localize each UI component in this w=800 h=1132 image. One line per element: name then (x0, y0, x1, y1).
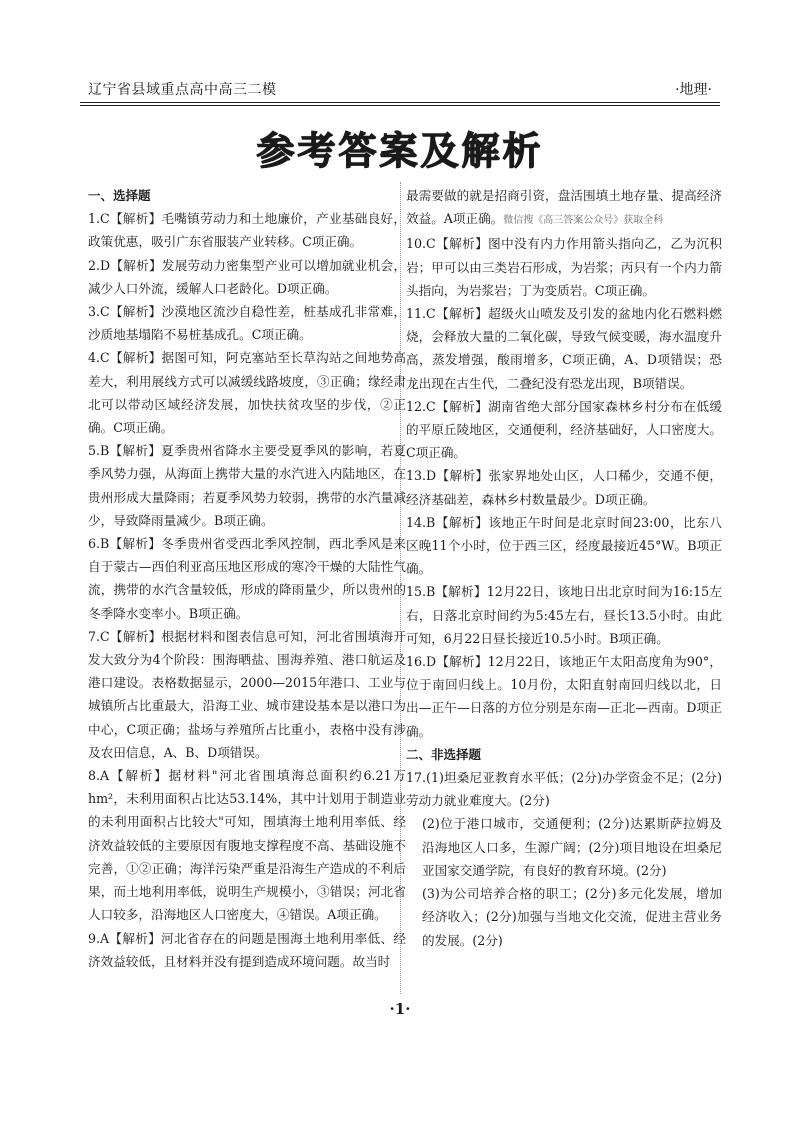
answer-16: 16.D【解析】12月22日，该地正午太阳高度角为90°，位于南回归线上。10月份，太阳直射南回归线以北，日出—正午—日落的方位分别是东南—正北—西南。D项正确。 (406, 654, 722, 739)
header-rule-thin (80, 105, 720, 106)
answer-9-continued (406, 184, 722, 232)
answer-17-part2: (2)位于港口城市，交通便利；(2分)达累斯萨拉姆及沿海地区人口多，生源广阔；(2分)项目地设在坦桑尼亚国家交通学院，有良好的教育环境。(2分) (422, 816, 722, 878)
right-column (406, 184, 722, 952)
answer-5: 5.B【解析】夏季贵州省降水主要受夏季风的影响，若夏季风势力强，从海面上携带大量的水汽进入内陆地区，在贵州形成大量降雨；若夏季风势力较弱，携带的水汽量减少，导致降雨量减少。B项正确。 (88, 443, 406, 528)
section-heading-choice: 一、选择题 (88, 188, 151, 203)
answer-17-part1: 17.(1)坦桑尼亚教育水平低；(2分)办学资金不足；(2分)劳动力就业难度大。(2分) (406, 770, 722, 809)
answer-14: 14.B【解析】该地正午时间是北京时间23:00，比东八区晚11个小时，位于西三区，经度最接近45°W。B项正确。 (406, 514, 722, 577)
page-title: 参考答案及解析 (256, 129, 544, 173)
answer-9-continued-text: 最需要做的就是招商引资，盘活围填土地存量、提高经济效益。A项正确。 (406, 188, 722, 227)
answer-2: 2.D【解析】发展劳动力密集型产业可以增加就业机会，减少人口外流，缓解人口老龄化。D项正确。 (88, 257, 406, 296)
watermark-text: 微信搜《高三答案公众号》获取全科 (503, 215, 664, 227)
answer-15: 15.B【解析】12月22日，该地日出北京时间为16:15左右，日落北京时间约为5:45左右，昼长13.5小时。由此可知，6月22日昼长接近10.5小时。B项正确。 (406, 584, 722, 646)
header-subject: ·地理· (675, 82, 712, 98)
answer-6: 6.B【解析】冬季贵州省受西北季风控制，西北季风是来自于蒙古—西伯利亚高压地区形成的寒冷干燥的大陆性气流，携带的水汽含量较低，形成的降雨量少，所以贵州的冬季降水变率小。B项正确。 (88, 536, 406, 621)
answer-3: 3.C【解析】沙漠地区流沙自稳性差，桩基成孔非常难，沙质地基塌陷不易桩基成孔。C项正确。 (88, 304, 406, 343)
page-number: ·1· (389, 1000, 411, 1018)
answer-12: 12.C【解析】湖南省绝大部分国家森林乡村分布在低缓的平原丘陵地区，交通便利，经济基础好，人口密度大。C项正确。 (406, 398, 722, 461)
header-rule-thick (80, 102, 720, 103)
answer-9: 9.A【解析】河北省存在的问题是围海土地利用率低、经济效益较低，且材料并没有提到造成环境问题。故当时 (88, 930, 406, 969)
header-exam-title: 辽宁省县域重点高中高三二模 (88, 82, 277, 98)
left-column (88, 184, 406, 973)
section-heading-nonchoice: 二、非选择题 (406, 746, 482, 762)
answer-17-part3: (3)为公司培养合格的职工；(2分)多元化发展，增加经济收入；(2分)加强与当地文化交流，促进主营业务的发展。(2分) (422, 886, 722, 948)
answer-10: 10.C【解析】图中没有内力作用箭头指向乙，乙为沉积岩；甲可以由三类岩石形成，为岩浆；丙只有一个内力箭头指向，为岩浆岩；丁为变质岩。C项正确。 (406, 236, 722, 298)
page-header (80, 80, 720, 100)
answer-13: 13.D【解析】张家界地处山区，人口稀少，交通不便，经济基础差，森林乡村数量最少。D项正确。 (406, 468, 722, 507)
answer-4: 4.C【解析】据图可知，阿克塞站至长草沟站之间地势高差大，利用展线方式可以减缓线路坡度，③正确；缘经肃北可以带动区域经济发展，加快扶贫攻坚的步伐，②正确。C项正确。 (88, 350, 406, 436)
answer-8: 8.A【解析】据材料"河北省围填海总面积约6.21万hm²，未利用面积占比达53.14%，其中计划用于制造业的未利用面积占比较大"可知，围填海土地利用率低、经济效益较低的主要原因有腹地支撑程度不高、基础设施不完善，①②正确；海洋污染严重是沿海生产造成的不利后果，而土地利用率低，说明生产规模小，③错误；河北省人口较多，沿海地区人口密度大，④错误。A项正确。 (88, 768, 406, 923)
answer-7: 7.C【解析】根据材料和图表信息可知，河北省围填海开发大致分为4个阶段：围海晒盐、围海养殖、港口航运及港口建设。表格数据显示，2000—2015年港口、工业与城镇所占比重最大，沿海工业、城市建设基本是以港口为中心，C项正确；盐场与养殖所占比重小，表格中没有涉及农田信息，A、B、D项错误。 (88, 628, 406, 760)
answer-1: 1.C【解析】毛嘴镇劳动力和土地廉价，产业基础良好，政策优惠，吸引广东省服装产业转移。C项正确。 (88, 211, 406, 250)
answer-11: 11.C【解析】超级火山喷发及引发的盆地内化石燃料燃烧，会释放大量的二氧化碳，导致气候变暖，海水温度升高，蒸发增强，酸雨增多，C项正确，A、D项错误；恐龙出现在古生代，二叠纪没有恐龙出现，B项错误。 (406, 306, 722, 391)
